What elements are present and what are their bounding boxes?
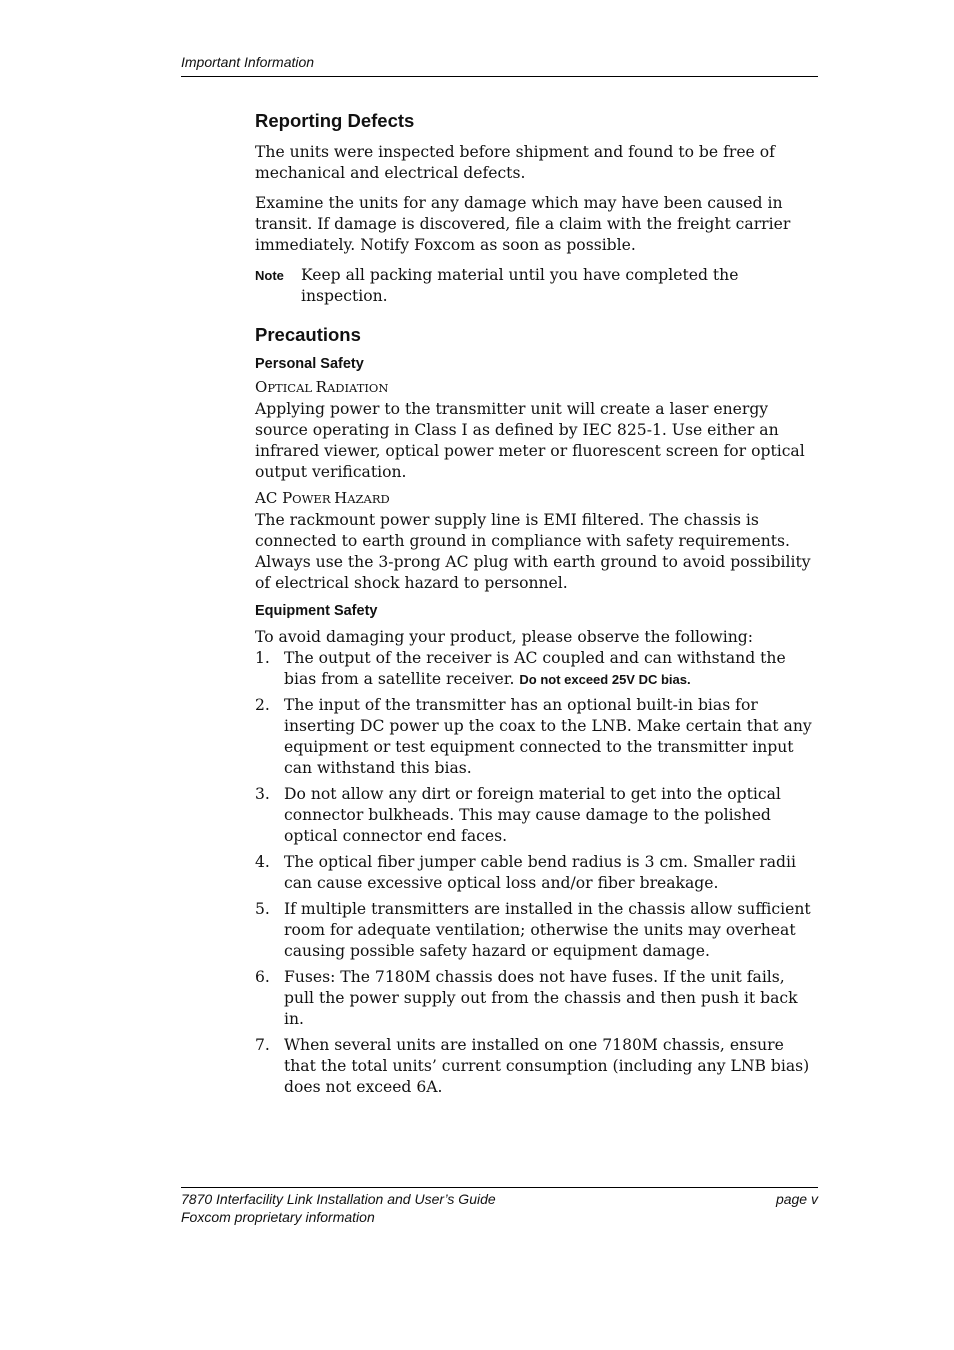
list-item: 5. If multiple transmitters are installed in the chassis allow sufficient room for adequate ventilation; otherwise the units may overheat causing possible safety hazard or equipment damage.: [255, 900, 811, 960]
page-content: [255, 110, 818, 1098]
page-number: page v: [775, 1191, 818, 1207]
reporting-paragraph-1: The units were inspected before shipment and found to be free of mechanical and electrical defects.: [255, 143, 775, 182]
list-item: 3. Do not allow any dirt or foreign material to get into the optical connector bulkheads. This may cause damage to the polished optical connector end faces.: [255, 785, 781, 845]
list-item: 6. Fuses: The 7180M chassis does not have fuses. If the unit fails, pull the power supply out from the chassis and then push it back in.: [255, 968, 798, 1028]
equipment-intro: To avoid damaging your product, please observe the following:: [255, 628, 754, 646]
equipment-safety-list: [255, 648, 818, 1098]
personal-safety-heading: Personal Safety: [255, 356, 364, 372]
reporting-defects-heading: Reporting Defects: [255, 110, 415, 131]
equipment-safety-heading: Equipment Safety: [255, 603, 378, 619]
precautions-heading: Precautions: [255, 324, 361, 345]
reporting-paragraph-2: Examine the units for any damage which may have been caused in transit. If damage is discovered, file a claim with the freight carrier immediately. Notify Foxcom as soon as possible.: [255, 194, 791, 254]
footer-divider: [181, 1187, 818, 1188]
bias-warning: Do not exceed 25V DC bias.: [519, 672, 691, 687]
ac-power-hazard-text: The rackmount power supply line is EMI filtered. The chassis is connected to earth ground in compliance with safety requirements. Always use the 3-prong AC plug with earth ground to avoid possibility of electrical shock hazard to personnel.: [255, 511, 811, 592]
note-label: Note: [255, 268, 284, 283]
note-text: Keep all packing material until you have completed the inspection.: [301, 266, 739, 305]
optical-radiation-heading: OPTICAL RADIATION: [255, 378, 389, 396]
note: [255, 265, 818, 307]
running-header: Important Information: [181, 54, 315, 70]
list-item: 4. The optical fiber jumper cable bend radius is 3 cm. Smaller radii can cause excessive optical loss and/or fiber breakage.: [255, 853, 796, 892]
list-item: 7. When several units are installed on one 7180M chassis, ensure that the total units’ current consumption (including any LNB bias) does not exceed 6A.: [255, 1036, 810, 1096]
ac-power-hazard-heading: AC POWER HAZARD: [255, 489, 390, 507]
footer-proprietary: Foxcom proprietary information: [181, 1209, 375, 1225]
footer-guide-title: 7870 Interfacility Link Installation and User’s Guide: [181, 1191, 496, 1207]
optical-radiation-text: Applying power to the transmitter unit will create a laser energy source operating in Class I as defined by IEC 825-1. Use either an infrared viewer, optical power meter or fluorescent screen for optical output verification.: [255, 400, 805, 481]
footer-info: [181, 1190, 496, 1226]
list-item: 1. The output of the receiver is AC coupled and can withstand the bias from a satellite receiver. Do not exceed 25V DC bias.: [255, 649, 786, 688]
header-divider: [181, 76, 818, 77]
list-item: 2. The input of the transmitter has an optional built-in bias for inserting DC power up the coax to the LNB. Make certain that any equipment or test equipment connected to the transmitter input can withstand this bias.: [255, 696, 812, 777]
